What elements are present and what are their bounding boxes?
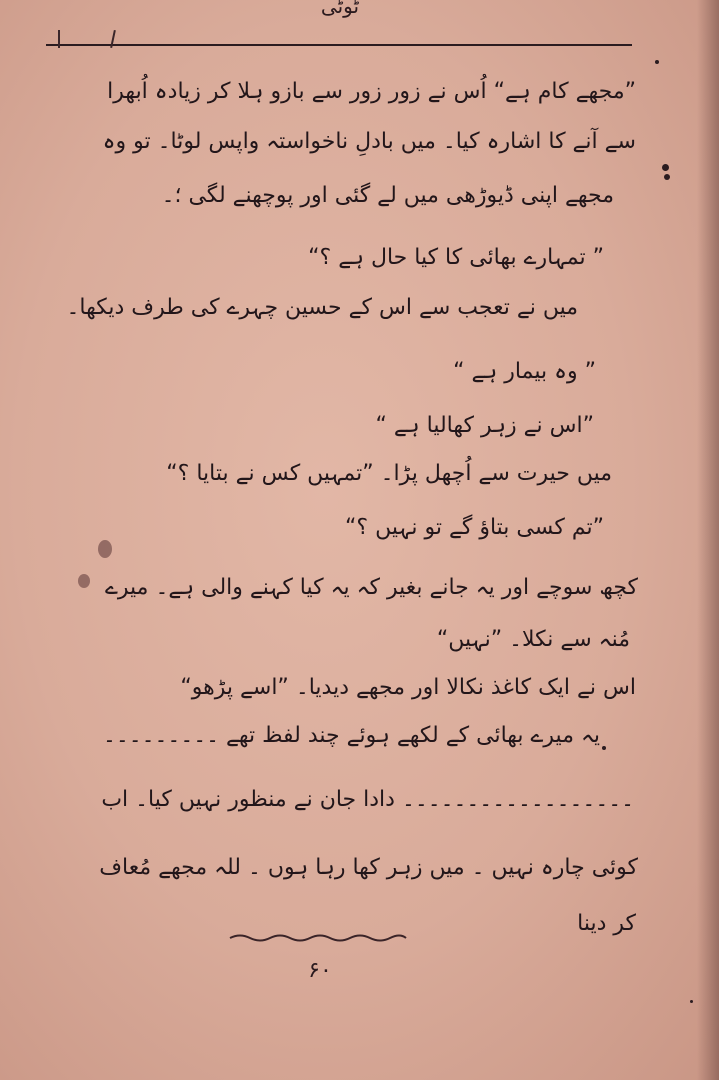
margin-mark <box>655 60 659 64</box>
text-line: مُنہ سے نکلا۔ ”نہیں“ <box>436 627 630 652</box>
running-head: ٹوٹی <box>320 0 360 18</box>
text-line: یہ میرے بھائی کے لکھے ہوئے چند لفظ تھے ۔۔۔۔۔۔۔۔۔ <box>102 723 600 748</box>
text-line: ”تم کسی بتاؤ گے تو نہیں ؟“ <box>345 515 604 540</box>
text-line: ” وہ بیمار ہے “ <box>453 359 596 384</box>
margin-mark <box>662 164 669 171</box>
text-line: میں نے تعجب سے اس کے حسین چہرے کی طرف دیکھا۔ <box>66 295 578 320</box>
text-line: میں حیرت سے اُچھل پڑا۔ ”تمہیں کس نے بتایا ؟“ <box>166 461 612 486</box>
text-line: سے آنے کا اشارہ کیا۔ میں بادلِ ناخواستہ واپس لوٹا۔ تو وہ <box>102 129 636 154</box>
margin-mark <box>602 746 606 750</box>
header-rule <box>46 44 632 46</box>
text-line: کچھ سوچے اور یہ جانے بغیر کہ یہ کیا کہنے والی ہے۔ میرے <box>105 575 638 600</box>
text-line: ”مجھے کام ہے“ اُس نے زور زور سے بازو ہلا کر زیادہ اُبھرا <box>107 79 636 104</box>
text-line: اس نے ایک کاغذ نکالا اور مجھے دیدیا۔ ”اسے پڑھو“ <box>180 675 636 700</box>
text-line: کر دینا <box>577 911 636 936</box>
text-line: ”اس نے زہر کھالیا ہے “ <box>375 413 594 438</box>
section-ornament <box>228 930 408 944</box>
text-line: کوئی چارہ نہیں ۔ میں زہر کھا رہا ہوں ۔ للہ مجھے مُعاف <box>99 855 638 880</box>
text-line: ” تمہارے بھائی کا کیا حال ہے ؟“ <box>308 245 604 270</box>
margin-mark <box>664 174 670 180</box>
ink-blot <box>78 574 90 588</box>
page-number: ۶۰ <box>308 958 332 983</box>
text-line: ۔۔۔۔۔۔۔۔۔۔۔۔۔۔۔۔۔۔ دادا جان نے منظور نہیں کیا۔ اب <box>101 787 634 812</box>
header-rule-mark <box>58 30 60 48</box>
margin-mark <box>690 1000 693 1003</box>
text-line: مجھے اپنی ڈیوڑھی میں لے گئی اور پوچھنے لگی ؛۔ <box>161 183 614 208</box>
ink-blot <box>98 540 112 558</box>
